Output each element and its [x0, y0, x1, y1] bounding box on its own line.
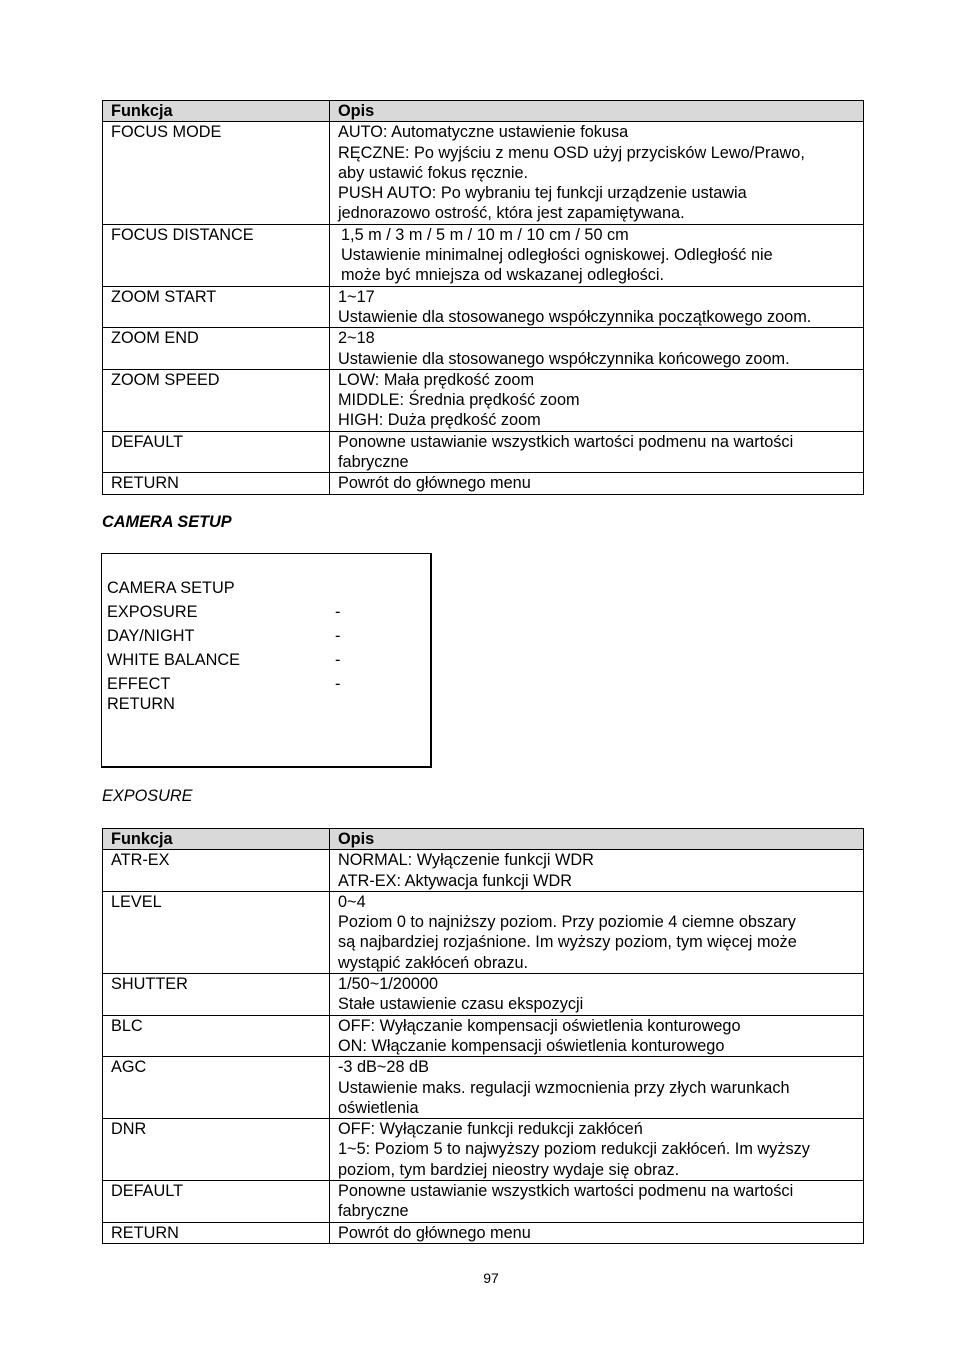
osd-item-value: -: [335, 627, 341, 645]
description-line: Poziom 0 to najniższy poziom. Przy poziomie 4 ciemne obszary: [338, 913, 796, 932]
table-row: [103, 891, 864, 973]
function-name: FOCUS MODE: [103, 122, 330, 224]
description-line: MIDDLE: Średnia prędkość zoom: [338, 391, 580, 410]
function-description: [330, 1222, 864, 1243]
osd-item-effect: EFFECT: [107, 675, 171, 693]
exposure-functions-table: [102, 828, 864, 1244]
description-line: 1,5 m / 3 m / 5 m / 10 m / 10 cm / 50 cm: [341, 225, 629, 244]
description-line: 0~4: [338, 892, 366, 911]
function-description: [330, 224, 864, 286]
description-line: Ponowne ustawianie wszystkich wartości podmenu na wartości: [338, 1182, 794, 1201]
function-description: [330, 891, 864, 973]
function-name: ZOOM START: [103, 286, 330, 328]
function-name: ATR-EX: [103, 850, 330, 892]
osd-item-exposure: EXPOSURE: [107, 603, 198, 621]
table-row: [103, 850, 864, 892]
description-line: Ustawienie dla stosowanego współczynnika początkowego zoom.: [338, 307, 812, 326]
table-row: [103, 286, 864, 328]
table-header-row: [103, 829, 864, 850]
description-line: NORMAL: Wyłączenie funkcji WDR: [338, 851, 594, 870]
osd-item-value: -: [335, 651, 341, 669]
exposure-heading: EXPOSURE: [102, 787, 193, 805]
function-name: AGC: [103, 1057, 330, 1119]
function-name: FOCUS DISTANCE: [103, 224, 330, 286]
header-opis: Opis: [330, 101, 864, 122]
table-header-row: [103, 101, 864, 122]
table-row: [103, 431, 864, 473]
function-name: BLC: [103, 1015, 330, 1057]
focus-functions-table: [102, 100, 864, 495]
description-line: Ustawienie minimalnej odległości ogniskowej. Odległość nie: [341, 246, 773, 265]
function-name: RETURN: [103, 1222, 330, 1243]
osd-item-value: -: [335, 675, 341, 693]
function-name: SHUTTER: [103, 974, 330, 1016]
function-description: [330, 431, 864, 473]
description-line: PUSH AUTO: Po wybraniu tej funkcji urządzenie ustawia: [338, 184, 747, 203]
description-line: są najbardziej rozjaśnione. Im wyższy poziom, tym więcej może: [338, 933, 797, 952]
function-name: DNR: [103, 1119, 330, 1181]
description-line: HIGH: Duża prędkość zoom: [338, 411, 541, 430]
camera-setup-heading: CAMERA SETUP: [102, 513, 232, 531]
description-line: OFF: Wyłączanie kompensacji oświetlenia konturowego: [338, 1016, 741, 1035]
description-line: -3 dB~28 dB: [338, 1058, 429, 1077]
description-line: Ustawienie maks. regulacji wzmocnienia przy złych warunkach: [338, 1078, 790, 1097]
description-line: 1~5: Poziom 5 to najwyższy poziom redukcji zakłóceń. Im wyższy: [338, 1140, 810, 1159]
osd-menu-title: CAMERA SETUP: [107, 579, 235, 597]
function-description: [330, 369, 864, 431]
description-line: fabryczne: [338, 1202, 409, 1221]
osd-item-value: -: [335, 603, 341, 621]
function-description: [330, 850, 864, 892]
description-line: Stałe ustawienie czasu ekspozycji: [338, 995, 584, 1014]
description-line: ON: Włączanie kompensacji oświetlenia konturowego: [338, 1036, 725, 1055]
osd-menu-box: [101, 553, 432, 768]
description-line: 2~18: [338, 329, 375, 348]
table-row: [103, 974, 864, 1016]
description-line: RĘCZNE: Po wyjściu z menu OSD użyj przycisków Lewo/Prawo,: [338, 143, 805, 162]
description-line: jednorazowo ostrość, która jest zapamiętywana.: [338, 204, 685, 223]
table-row: [103, 1119, 864, 1181]
header-funkcja: Funkcja: [103, 101, 330, 122]
description-line: Ustawienie dla stosowanego współczynnika końcowego zoom.: [338, 349, 790, 368]
description-line: ATR-EX: Aktywacja funkcji WDR: [338, 871, 573, 890]
osd-item-return: RETURN: [107, 695, 175, 713]
table-row: [103, 224, 864, 286]
header-funkcja: Funkcja: [103, 829, 330, 850]
table-row: [103, 328, 864, 370]
description-line: AUTO: Automatyczne ustawienie fokusa: [338, 123, 629, 142]
function-name: DEFAULT: [103, 1181, 330, 1223]
description-line: LOW: Mała prędkość zoom: [338, 370, 535, 389]
header-opis: Opis: [330, 829, 864, 850]
function-description: [330, 286, 864, 328]
description-line: wystąpić zakłóceń obrazu.: [338, 953, 529, 972]
table-row: [103, 1222, 864, 1243]
function-description: [330, 328, 864, 370]
description-line: poziom, tym bardziej nieostry wydaje się obraz.: [338, 1160, 680, 1179]
function-name: LEVEL: [103, 891, 330, 973]
function-description: [330, 1057, 864, 1119]
function-description: [330, 1015, 864, 1057]
page-number: 97: [483, 1270, 499, 1286]
function-description: [330, 974, 864, 1016]
function-description: [330, 1119, 864, 1181]
description-line: Powrót do głównego menu: [338, 1223, 531, 1242]
function-name: ZOOM SPEED: [103, 369, 330, 431]
description-line: 1~17: [338, 287, 375, 306]
description-line: aby ustawić fokus ręcznie.: [338, 163, 529, 182]
function-name: RETURN: [103, 473, 330, 494]
description-line: 1/50~1/20000: [338, 975, 439, 994]
description-line: oświetlenia: [338, 1098, 419, 1117]
description-line: może być mniejsza od wskazanej odległości.: [341, 266, 665, 285]
description-line: OFF: Wyłączanie funkcji redukcji zakłóceń: [338, 1120, 643, 1139]
table-row: [103, 1057, 864, 1119]
description-line: fabryczne: [338, 453, 409, 472]
table-row: [103, 369, 864, 431]
osd-item-day-night: DAY/NIGHT: [107, 627, 195, 645]
function-description: [330, 473, 864, 494]
function-description: [330, 122, 864, 224]
table-row: [103, 473, 864, 494]
function-name: ZOOM END: [103, 328, 330, 370]
osd-item-white-balance: WHITE BALANCE: [107, 651, 240, 669]
table-row: [103, 122, 864, 224]
description-line: Ponowne ustawianie wszystkich wartości podmenu na wartości: [338, 432, 794, 451]
table-row: [103, 1015, 864, 1057]
function-description: [330, 1181, 864, 1223]
table-row: [103, 1181, 864, 1223]
description-line: Powrót do głównego menu: [338, 474, 531, 493]
function-name: DEFAULT: [103, 431, 330, 473]
